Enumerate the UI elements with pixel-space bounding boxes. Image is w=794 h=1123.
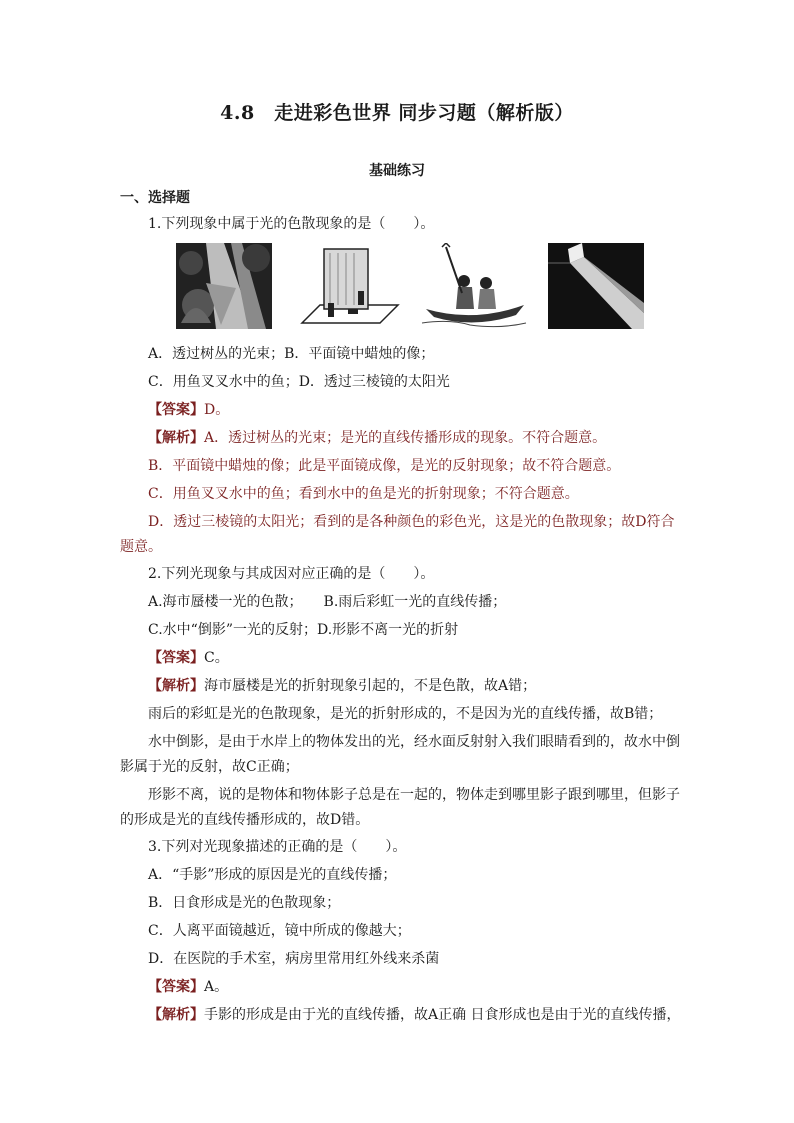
section-title: 基础练习: [369, 163, 425, 179]
heading-choice: 一、选择题: [120, 190, 190, 206]
answer-value: A。: [204, 979, 229, 995]
q2-analysis-2: 雨后的彩虹是光的色散现象，是光的折射形成的，不是因为光的直线传播，故B错；: [148, 706, 663, 722]
answer-tag: 【答案】: [148, 402, 204, 418]
q3-option-d: D．在医院的手术室，病房里常用红外线来杀菌: [148, 951, 440, 967]
analysis-tag: 【解析】: [148, 678, 204, 694]
figure-fish-spear: [420, 243, 528, 329]
analysis-text: A．透过树丛的光束；是光的直线传播形成的现象。不符合题意。: [204, 430, 607, 446]
q2-stem: 2.下列光现象与其成因对应正确的是（ ）。: [148, 566, 435, 582]
q2-analysis-3-cont: 影属于光的反射，故C正确；: [120, 759, 299, 775]
q3-stem: 3.下列对光现象描述的正确的是（ ）。: [148, 839, 407, 855]
q1-analysis-3: C．用鱼叉叉水中的鱼；看到水中的鱼是光的折射现象；不符合题意。: [148, 486, 579, 502]
q1-figures: [172, 243, 648, 331]
page-title: 4.8 走进彩色世界 同步习题（解析版）: [220, 102, 574, 124]
answer-value: D。: [204, 402, 230, 418]
figure-prism-sunlight: [548, 243, 644, 329]
q1-stem: 1.下列现象中属于光的色散现象的是（ ）。: [148, 216, 435, 232]
figure-candle-mirror: [294, 243, 400, 329]
q2-analysis-3: 水中倒影，是由于水岸上的物体发出的光，经水面反射射入我们眼睛看到的，故水中倒: [148, 734, 680, 750]
q2-analysis-4: 形影不离，说的是物体和物体影子总是在一起的，物体走到哪里影子跟到哪里，但影子: [148, 787, 680, 803]
q2-answer: [148, 649, 229, 667]
q1-answer: [148, 401, 229, 419]
figure-tree-light: [176, 243, 272, 329]
q2-options-ab: A.海市蜃楼一光的色散； B.雨后彩虹一光的直线传播；: [148, 594, 507, 610]
q1-options-ab: A．透过树丛的光束；B．平面镜中蜡烛的像；: [148, 346, 435, 362]
answer-value: C。: [204, 650, 229, 666]
answer-tag: 【答案】: [148, 650, 204, 666]
q2-options-cd: C.水中“倒影”一光的反射；D.形影不离一光的折射: [148, 622, 459, 638]
analysis-tag: 【解析】: [148, 1007, 204, 1023]
q3-option-b: B．日食形成是光的色散现象；: [148, 895, 341, 911]
q1-analysis-1: [148, 429, 606, 447]
answer-tag: 【答案】: [148, 979, 204, 995]
q3-option-a: A．“手影”形成的原因是光的直线传播；: [148, 867, 397, 883]
q3-analysis-1: [148, 1006, 681, 1024]
q3-option-c: C．人离平面镜越近，镜中所成的像越大；: [148, 923, 411, 939]
q2-analysis-1: [148, 677, 536, 695]
q1-analysis-2: B．平面镜中蜡烛的像；此是平面镜成像，是光的反射现象；故不符合题意。: [148, 458, 621, 474]
analysis-tag: 【解析】: [148, 430, 204, 446]
q3-answer: [148, 978, 228, 996]
analysis-text: 手影的形成是由于光的直线传播，故A正确 日食形成也是由于光的直线传播，: [204, 1007, 681, 1023]
q1-analysis-4-cont: 题意。: [120, 539, 162, 555]
q2-analysis-4-cont: 的形成是光的直线传播形成的，故D错。: [120, 812, 370, 828]
analysis-text: 海市蜃楼是光的折射现象引起的，不是色散，故A错；: [204, 678, 537, 694]
q1-options-cd: C．用鱼叉叉水中的鱼；D．透过三棱镜的太阳光: [148, 374, 450, 390]
q1-analysis-4: D．透过三棱镜的太阳光；看到的是各种颜色的彩色光，这是光的色散现象；故D符合: [148, 514, 675, 530]
